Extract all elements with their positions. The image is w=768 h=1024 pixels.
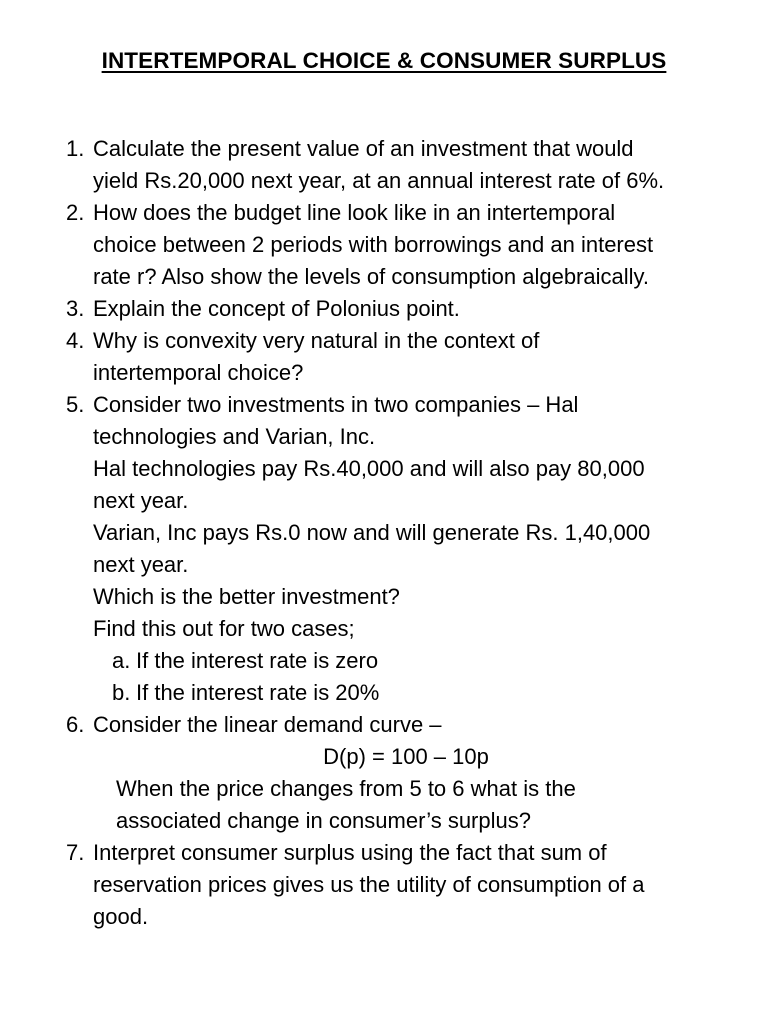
question-list	[66, 133, 746, 933]
question-2	[66, 197, 746, 293]
sub-question-label: b.	[112, 680, 131, 705]
sub-question-text: If the interest rate is 20%	[136, 680, 380, 705]
question-6	[66, 709, 746, 837]
question-7	[66, 837, 746, 933]
question-text-line: Consider two investments in two companies – Hal	[93, 392, 579, 417]
question-text-line: associated change in consumer’s surplus?	[116, 808, 531, 833]
question-number: 3.	[66, 296, 85, 321]
question-1	[66, 133, 746, 197]
question-text-line: How does the budget line look like in an intertemporal	[93, 200, 616, 225]
question-number: 6.	[66, 712, 85, 737]
question-text-line: rate r? Also show the levels of consumption algebraically.	[93, 264, 649, 289]
question-5	[66, 389, 746, 709]
document-title: INTERTEMPORAL CHOICE & CONSUMER SURPLUS	[101, 48, 667, 73]
question-text-line: Consider the linear demand curve –	[93, 712, 442, 737]
question-text-line: next year.	[93, 552, 189, 577]
question-number: 5.	[66, 392, 85, 417]
question-number: 2.	[66, 200, 85, 225]
question-text-line: Find this out for two cases;	[93, 616, 355, 641]
sub-question-a	[66, 645, 746, 677]
question-text-line: yield Rs.20,000 next year, at an annual interest rate of 6%.	[93, 168, 665, 193]
sub-question-label: a.	[112, 648, 131, 673]
question-text-line: Hal technologies pay Rs.40,000 and will also pay 80,000	[93, 456, 645, 481]
question-number: 1.	[66, 136, 85, 161]
question-6-followup	[93, 773, 746, 837]
question-text-line: intertemporal choice?	[93, 360, 304, 385]
question-text-line: Calculate the present value of an investment that would	[93, 136, 634, 161]
question-text-line: Why is convexity very natural in the context of	[93, 328, 540, 353]
question-3	[66, 293, 746, 325]
question-text-line: good.	[93, 904, 149, 929]
question-number: 7.	[66, 840, 85, 865]
sub-question-text: If the interest rate is zero	[136, 648, 379, 673]
demand-equation: D(p) = 100 – 10p	[323, 744, 489, 769]
question-text-line: Explain the concept of Polonius point.	[93, 296, 460, 321]
question-text-line: technologies and Varian, Inc.	[93, 424, 376, 449]
question-text-line: reservation prices gives us the utility of consumption of a	[93, 872, 645, 897]
question-text-line: Interpret consumer surplus using the fact that sum of	[93, 840, 607, 865]
question-text-line: choice between 2 periods with borrowings and an interest	[93, 232, 654, 257]
question-text-line: When the price changes from 5 to 6 what is the	[116, 776, 576, 801]
question-text-line: next year.	[93, 488, 189, 513]
sub-question-b	[66, 677, 746, 709]
question-text-line: Which is the better investment?	[93, 584, 400, 609]
question-text-line: Varian, Inc pays Rs.0 now and will generate Rs. 1,40,000	[93, 520, 651, 545]
question-4	[66, 325, 746, 389]
question-number: 4.	[66, 328, 85, 353]
